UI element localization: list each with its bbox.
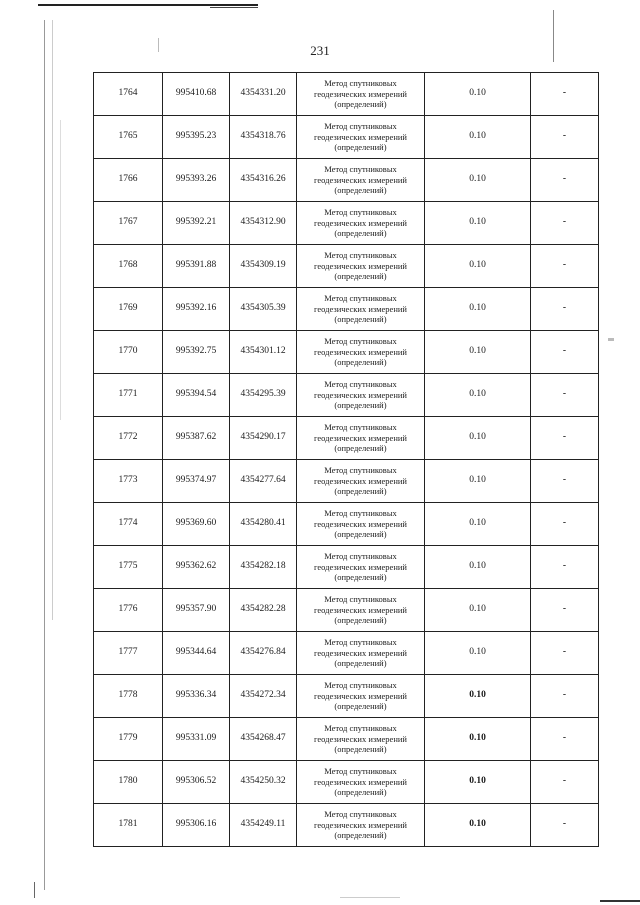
method-line: геодезических измерений <box>314 819 407 830</box>
table-row <box>94 202 599 245</box>
note-cell: - <box>531 503 599 546</box>
method-cell <box>297 245 425 288</box>
scan-artifact-left-line <box>60 120 61 420</box>
y-coordinate-cell: 4354277.64 <box>230 460 297 503</box>
table-row <box>94 288 599 331</box>
x-coordinate-cell: 995393.26 <box>163 159 230 202</box>
method-line: Метод спутниковых <box>324 723 397 734</box>
x-coordinate-cell: 995306.16 <box>163 804 230 847</box>
method-line: геодезических измерений <box>314 389 407 400</box>
table-row <box>94 245 599 288</box>
method-line: (определений) <box>334 830 387 841</box>
method-line: (определений) <box>334 314 387 325</box>
method-line: геодезических измерений <box>314 260 407 271</box>
y-coordinate-cell: 4354250.32 <box>230 761 297 804</box>
method-cell <box>297 718 425 761</box>
note-cell: - <box>531 546 599 589</box>
method-line: (определений) <box>334 99 387 110</box>
scan-artifact-bottom-line <box>600 900 640 902</box>
y-coordinate-cell: 4354282.18 <box>230 546 297 589</box>
note-cell: - <box>531 202 599 245</box>
method-cell <box>297 202 425 245</box>
accuracy-cell: 0.10 <box>425 675 531 718</box>
method-line: геодезических измерений <box>314 432 407 443</box>
y-coordinate-cell: 4354276.84 <box>230 632 297 675</box>
accuracy-cell: 0.10 <box>425 589 531 632</box>
method-line: Метод спутниковых <box>324 293 397 304</box>
y-coordinate-cell: 4354309.19 <box>230 245 297 288</box>
note-cell: - <box>531 73 599 116</box>
method-line: Метод спутниковых <box>324 164 397 175</box>
method-cell <box>297 460 425 503</box>
scan-artifact-left-line <box>52 20 53 620</box>
table-row <box>94 589 599 632</box>
point-number-cell: 1780 <box>94 761 163 804</box>
table-row <box>94 675 599 718</box>
accuracy-cell: 0.10 <box>425 116 531 159</box>
method-line: геодезических измерений <box>314 475 407 486</box>
note-cell: - <box>531 632 599 675</box>
note-cell: - <box>531 374 599 417</box>
accuracy-cell: 0.10 <box>425 417 531 460</box>
table-row <box>94 73 599 116</box>
method-line: Метод спутниковых <box>324 594 397 605</box>
accuracy-cell: 0.10 <box>425 331 531 374</box>
method-line: (определений) <box>334 271 387 282</box>
method-cell <box>297 73 425 116</box>
point-number-cell: 1769 <box>94 288 163 331</box>
x-coordinate-cell: 995344.64 <box>163 632 230 675</box>
table-row <box>94 331 599 374</box>
scan-artifact-top-line <box>210 7 258 8</box>
method-cell <box>297 503 425 546</box>
table-row <box>94 503 599 546</box>
method-line: Метод спутниковых <box>324 508 397 519</box>
point-number-cell: 1770 <box>94 331 163 374</box>
x-coordinate-cell: 995331.09 <box>163 718 230 761</box>
method-line: геодезических измерений <box>314 733 407 744</box>
method-line: Метод спутниковых <box>324 809 397 820</box>
note-cell: - <box>531 589 599 632</box>
method-line: геодезических измерений <box>314 647 407 658</box>
coordinates-table <box>93 72 599 847</box>
y-coordinate-cell: 4354331.20 <box>230 73 297 116</box>
method-line: геодезических измерений <box>314 346 407 357</box>
method-line: геодезических измерений <box>314 690 407 701</box>
point-number-cell: 1774 <box>94 503 163 546</box>
note-cell: - <box>531 288 599 331</box>
scan-artifact-top-line <box>38 4 258 6</box>
method-line: (определений) <box>334 744 387 755</box>
accuracy-cell: 0.10 <box>425 73 531 116</box>
table-row <box>94 546 599 589</box>
method-line: геодезических измерений <box>314 303 407 314</box>
accuracy-cell: 0.10 <box>425 761 531 804</box>
point-number-cell: 1781 <box>94 804 163 847</box>
point-number-cell: 1775 <box>94 546 163 589</box>
point-number-cell: 1772 <box>94 417 163 460</box>
method-line: (определений) <box>334 400 387 411</box>
method-line: Метод спутниковых <box>324 422 397 433</box>
accuracy-cell: 0.10 <box>425 374 531 417</box>
method-cell <box>297 761 425 804</box>
note-cell: - <box>531 159 599 202</box>
method-line: геодезических измерений <box>314 604 407 615</box>
method-line: Метод спутниковых <box>324 250 397 261</box>
y-coordinate-cell: 4354318.76 <box>230 116 297 159</box>
note-cell: - <box>531 245 599 288</box>
y-coordinate-cell: 4354290.17 <box>230 417 297 460</box>
method-line: (определений) <box>334 615 387 626</box>
x-coordinate-cell: 995394.54 <box>163 374 230 417</box>
y-coordinate-cell: 4354305.39 <box>230 288 297 331</box>
method-line: (определений) <box>334 658 387 669</box>
x-coordinate-cell: 995410.68 <box>163 73 230 116</box>
point-number-cell: 1767 <box>94 202 163 245</box>
method-cell <box>297 374 425 417</box>
method-line: Метод спутниковых <box>324 379 397 390</box>
x-coordinate-cell: 995357.90 <box>163 589 230 632</box>
method-line: (определений) <box>334 701 387 712</box>
note-cell: - <box>531 761 599 804</box>
note-cell: - <box>531 331 599 374</box>
note-cell: - <box>531 460 599 503</box>
page-number: 231 <box>310 43 330 58</box>
method-line: Метод спутниковых <box>324 207 397 218</box>
table-row <box>94 761 599 804</box>
accuracy-cell: 0.10 <box>425 632 531 675</box>
point-number-cell: 1776 <box>94 589 163 632</box>
note-cell: - <box>531 718 599 761</box>
point-number-cell: 1778 <box>94 675 163 718</box>
accuracy-cell: 0.10 <box>425 503 531 546</box>
point-number-cell: 1777 <box>94 632 163 675</box>
method-line: геодезических измерений <box>314 217 407 228</box>
x-coordinate-cell: 995387.62 <box>163 417 230 460</box>
x-coordinate-cell: 995392.21 <box>163 202 230 245</box>
y-coordinate-cell: 4354272.34 <box>230 675 297 718</box>
accuracy-cell: 0.10 <box>425 202 531 245</box>
table-row <box>94 374 599 417</box>
method-line: геодезических измерений <box>314 561 407 572</box>
method-line: Метод спутниковых <box>324 465 397 476</box>
method-line: геодезических измерений <box>314 776 407 787</box>
y-coordinate-cell: 4354268.47 <box>230 718 297 761</box>
method-cell <box>297 546 425 589</box>
method-line: Метод спутниковых <box>324 336 397 347</box>
method-line: геодезических измерений <box>314 518 407 529</box>
method-line: Метод спутниковых <box>324 551 397 562</box>
method-line: (определений) <box>334 486 387 497</box>
note-cell: - <box>531 417 599 460</box>
note-cell: - <box>531 675 599 718</box>
y-coordinate-cell: 4354280.41 <box>230 503 297 546</box>
method-line: (определений) <box>334 357 387 368</box>
method-line: геодезических измерений <box>314 174 407 185</box>
scan-artifact-speck <box>608 338 614 341</box>
point-number-cell: 1773 <box>94 460 163 503</box>
method-cell <box>297 159 425 202</box>
scan-artifact-bottom-faint <box>340 897 400 898</box>
accuracy-cell: 0.10 <box>425 245 531 288</box>
method-cell <box>297 632 425 675</box>
x-coordinate-cell: 995395.23 <box>163 116 230 159</box>
accuracy-cell: 0.10 <box>425 546 531 589</box>
method-line: Метод спутниковых <box>324 121 397 132</box>
method-line: Метод спутниковых <box>324 78 397 89</box>
point-number-cell: 1764 <box>94 73 163 116</box>
x-coordinate-cell: 995369.60 <box>163 503 230 546</box>
method-line: (определений) <box>334 142 387 153</box>
method-cell <box>297 288 425 331</box>
method-cell <box>297 417 425 460</box>
point-number-cell: 1766 <box>94 159 163 202</box>
method-line: (определений) <box>334 529 387 540</box>
note-cell: - <box>531 116 599 159</box>
method-line: (определений) <box>334 228 387 239</box>
table-row <box>94 718 599 761</box>
method-line: Метод спутниковых <box>324 766 397 777</box>
table-row <box>94 116 599 159</box>
table-row <box>94 417 599 460</box>
note-cell: - <box>531 804 599 847</box>
y-coordinate-cell: 4354282.28 <box>230 589 297 632</box>
x-coordinate-cell: 995362.62 <box>163 546 230 589</box>
accuracy-cell: 0.10 <box>425 804 531 847</box>
method-cell <box>297 331 425 374</box>
coordinates-table-container <box>93 72 598 847</box>
table-row <box>94 460 599 503</box>
method-line: геодезических измерений <box>314 88 407 99</box>
method-cell <box>297 804 425 847</box>
method-cell <box>297 116 425 159</box>
y-coordinate-cell: 4354312.90 <box>230 202 297 245</box>
method-line: (определений) <box>334 572 387 583</box>
y-coordinate-cell: 4354249.11 <box>230 804 297 847</box>
accuracy-cell: 0.10 <box>425 159 531 202</box>
table-row <box>94 159 599 202</box>
method-line: Метод спутниковых <box>324 637 397 648</box>
x-coordinate-cell: 995374.97 <box>163 460 230 503</box>
accuracy-cell: 0.10 <box>425 718 531 761</box>
accuracy-cell: 0.10 <box>425 288 531 331</box>
method-line: (определений) <box>334 185 387 196</box>
method-line: геодезических измерений <box>314 131 407 142</box>
scan-artifact-left-line <box>44 20 45 890</box>
y-coordinate-cell: 4354301.12 <box>230 331 297 374</box>
point-number-cell: 1779 <box>94 718 163 761</box>
y-coordinate-cell: 4354316.26 <box>230 159 297 202</box>
method-line: (определений) <box>334 443 387 454</box>
table-row <box>94 632 599 675</box>
x-coordinate-cell: 995336.34 <box>163 675 230 718</box>
method-line: (определений) <box>334 787 387 798</box>
y-coordinate-cell: 4354295.39 <box>230 374 297 417</box>
scan-artifact-bottom-mark <box>34 882 35 898</box>
point-number-cell: 1765 <box>94 116 163 159</box>
coordinates-table-body <box>94 73 599 847</box>
method-cell <box>297 589 425 632</box>
x-coordinate-cell: 995392.16 <box>163 288 230 331</box>
point-number-cell: 1771 <box>94 374 163 417</box>
method-cell <box>297 675 425 718</box>
table-row <box>94 804 599 847</box>
method-line: Метод спутниковых <box>324 680 397 691</box>
x-coordinate-cell: 995306.52 <box>163 761 230 804</box>
x-coordinate-cell: 995391.88 <box>163 245 230 288</box>
accuracy-cell: 0.10 <box>425 460 531 503</box>
x-coordinate-cell: 995392.75 <box>163 331 230 374</box>
point-number-cell: 1768 <box>94 245 163 288</box>
